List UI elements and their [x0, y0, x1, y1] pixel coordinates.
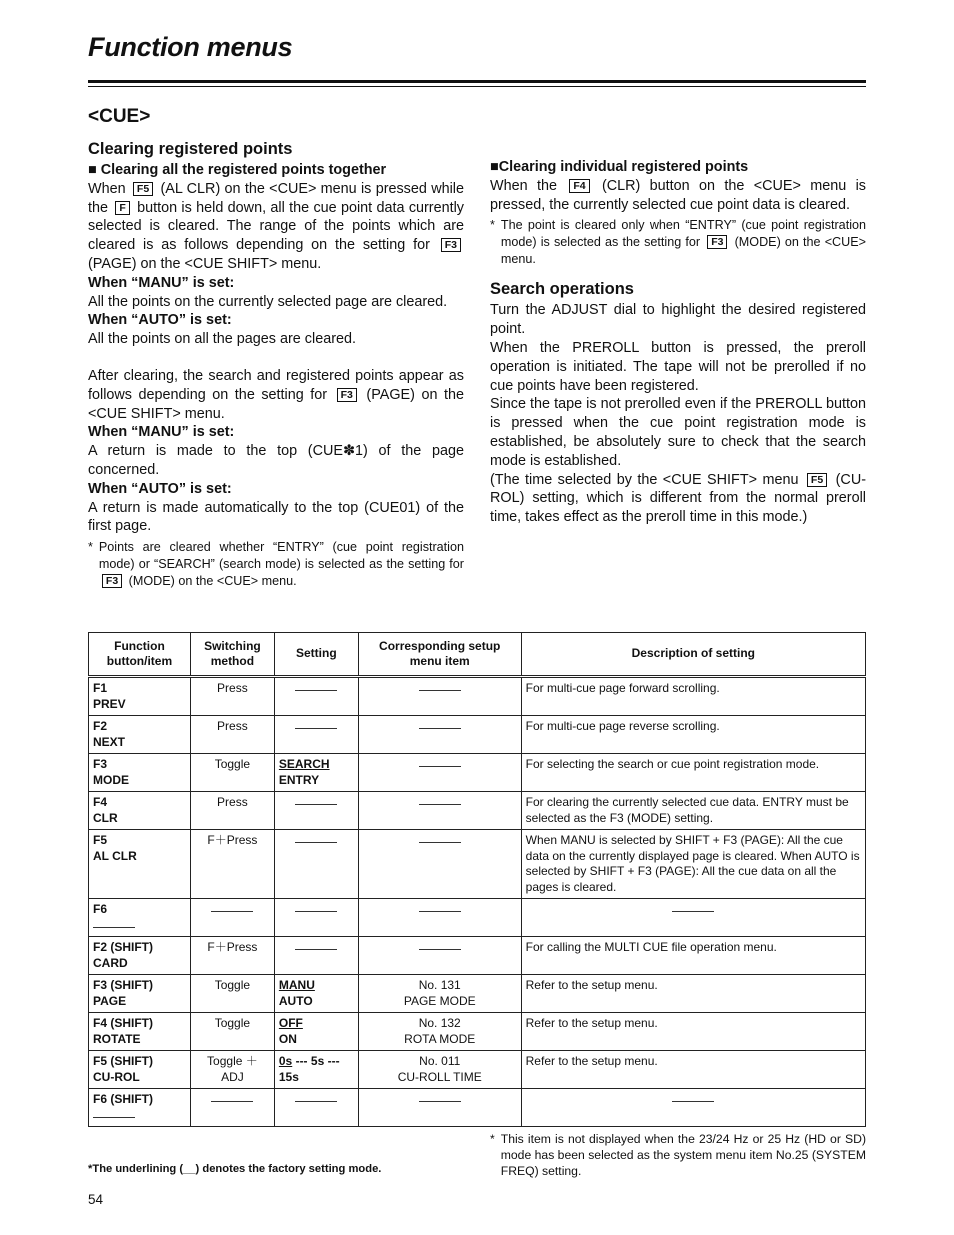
note-left — [88, 539, 464, 590]
text: (MODE) on the <CUE> menu. — [500, 235, 866, 267]
text-auto-1: All the points on all the pages are cleared. — [88, 331, 356, 348]
key-f5: F5 — [133, 182, 153, 196]
dash-mark — [672, 911, 714, 912]
table-row — [89, 754, 866, 792]
table-row — [89, 716, 866, 754]
function-key: F4 (SHIFT) — [93, 1016, 153, 1030]
table-row — [89, 677, 866, 716]
setting-option: ENTRY — [278, 772, 320, 787]
left-column — [88, 138, 464, 590]
dash-mark — [419, 804, 461, 805]
function-key: F3 — [93, 757, 108, 771]
cell-switching — [190, 1089, 274, 1127]
cell-setting — [274, 1013, 358, 1051]
search-text-1: Turn the ADJUST dial to highlight the desired registered point. — [490, 302, 866, 338]
function-item: CARD — [93, 955, 128, 970]
setting-option: --- 5s --- 15s — [278, 1054, 340, 1084]
function-item: NEXT — [93, 734, 126, 749]
cell-description — [521, 1089, 865, 1127]
text: (The time selected by the <CUE SHIFT> menu — [490, 471, 799, 488]
cell-function — [89, 792, 191, 830]
cell-function — [89, 899, 191, 937]
cell-setup — [358, 1013, 521, 1051]
table-row — [89, 899, 866, 937]
cell-description — [521, 899, 865, 937]
function-item: CU-ROL — [93, 1069, 140, 1084]
note-body — [501, 217, 866, 268]
cell-setting — [274, 830, 358, 899]
cell-description: For clearing the currently selected cue data. ENTRY must be selected as the F3 (MODE) setting. — [521, 792, 865, 830]
footnote — [490, 1131, 866, 1179]
cell-switching: Toggle — [190, 975, 274, 1013]
cell-setup — [358, 1089, 521, 1127]
underline-note: *The underlining (__) denotes the factory setting mode. — [88, 1163, 382, 1175]
cell-function — [89, 937, 191, 975]
sub-clear-all: ■ Clearing all the registered points together — [88, 162, 387, 178]
dash-mark — [419, 1101, 461, 1102]
text: (AL CLR) on the <CUE> menu is pressed while the — [88, 180, 464, 216]
header-setting: Setting — [274, 633, 358, 677]
cell-setup — [358, 975, 521, 1013]
cell-function — [89, 975, 191, 1013]
cell-function — [89, 1013, 191, 1051]
label-auto-2: When “AUTO” is set: — [88, 480, 232, 497]
cell-function — [89, 754, 191, 792]
function-table — [88, 632, 866, 1127]
text-auto-2: A return is made automatically to the top (CUE01) of the first page. — [88, 499, 464, 535]
function-key: F2 — [93, 719, 108, 733]
table-row — [89, 830, 866, 899]
label-manu-2: When “MANU” is set: — [88, 424, 235, 441]
function-key: F6 (SHIFT) — [93, 1092, 153, 1106]
search-text-3: Since the tape is not prerolled even if the PREROLL button is pressed when the cue point registration mode is established, be absolutely sure to check that the search mode is established. — [490, 396, 866, 469]
dash-mark — [295, 911, 337, 912]
setting-default: MANU — [278, 978, 315, 992]
function-key: F5 (SHIFT) — [93, 1054, 153, 1068]
search-text-4 — [490, 471, 866, 527]
header-rule — [88, 80, 866, 83]
dash-mark — [295, 1101, 337, 1102]
cell-function — [89, 1089, 191, 1127]
cell-setting — [274, 899, 358, 937]
text: After clearing, the search and registered points appear as follows depending on the setting for — [88, 367, 464, 403]
section-title: <CUE> — [88, 106, 151, 127]
cell-switching: Press — [190, 677, 274, 716]
label-manu-1: When “MANU” is set: — [88, 274, 235, 291]
dash-mark — [419, 766, 461, 767]
cell-setting — [274, 677, 358, 716]
cell-setup — [358, 677, 521, 716]
dash-mark — [419, 842, 461, 843]
setting-option: AUTO — [278, 993, 313, 1008]
cell-setting — [274, 754, 358, 792]
table-row — [89, 975, 866, 1013]
cell-function — [89, 716, 191, 754]
function-item: CLR — [93, 810, 118, 825]
note-star: * — [88, 540, 93, 555]
header-switching: Switching method — [190, 633, 274, 677]
table-body — [89, 677, 866, 1127]
table-header-row — [89, 633, 866, 677]
cell-function — [89, 830, 191, 899]
paragraph-after-clearing — [88, 367, 464, 423]
dash-mark — [93, 927, 135, 928]
cell-setting — [274, 1089, 358, 1127]
key-f3: F3 — [102, 574, 122, 588]
dash-mark — [295, 690, 337, 691]
key-f3: F3 — [337, 388, 357, 402]
cell-description: Refer to the setup menu. — [521, 1013, 865, 1051]
cell-function — [89, 677, 191, 716]
cell-switching: Press — [190, 716, 274, 754]
setup-name: CU-ROLL TIME — [397, 1069, 482, 1084]
key-f4: F4 — [569, 179, 589, 193]
cell-setting — [274, 792, 358, 830]
setting-default: OFF — [278, 1016, 303, 1030]
header-function: Function button/item — [89, 633, 191, 677]
cell-description: Refer to the setup menu. — [521, 975, 865, 1013]
key-f3: F3 — [707, 235, 727, 249]
text: The point is cleared only when “ENTRY” (cue point registration mode) is selected as the setting for — [500, 218, 866, 250]
cell-switching: Toggle — [190, 1013, 274, 1051]
setting-default: SEARCH — [278, 757, 330, 771]
paragraph-clear-individual — [490, 177, 866, 215]
dash-mark — [211, 911, 253, 912]
setup-name: ROTA MODE — [404, 1031, 476, 1046]
cell-switching: Toggle — [190, 754, 274, 792]
cell-description: For multi-cue page forward scrolling. — [521, 677, 865, 716]
cell-description: For calling the MULTI CUE file operation menu. — [521, 937, 865, 975]
text: (CLR) button on the <CUE> menu is pressed, the currently selected cue point data is cleared. — [490, 177, 867, 213]
text: When the — [490, 177, 557, 194]
cell-switching: F＋Press — [190, 830, 274, 899]
cell-description: For selecting the search or cue point registration mode. — [521, 754, 865, 792]
note-star: * — [490, 1132, 495, 1146]
text: (CU-ROL) setting, which is different from the normal preroll time, takes effect as the preroll time in this mode.) — [490, 471, 867, 526]
function-item: MODE — [93, 772, 129, 787]
dash-mark — [419, 949, 461, 950]
dash-mark — [419, 911, 461, 912]
table-row — [89, 1089, 866, 1127]
key-f: F — [115, 201, 129, 215]
setting-option: ON — [278, 1031, 297, 1046]
note-body: This item is not displayed when the 23/24 Hz or 25 Hz (HD or SD) mode has been selected as the system menu item No.25 (SYSTEM FREQ) setting. — [500, 1132, 866, 1178]
header-rule-thin — [88, 86, 866, 87]
text: (PAGE) on the <CUE SHIFT> menu. — [88, 386, 464, 422]
table-row — [89, 937, 866, 975]
header-setup: Corresponding setup menu item — [358, 633, 521, 677]
dash-mark — [93, 1117, 135, 1118]
label-auto-1: When “AUTO” is set: — [88, 312, 232, 329]
cell-switching: Toggle ＋ ADJ — [190, 1051, 274, 1089]
page-title: Function menus — [88, 32, 293, 62]
function-key: F3 (SHIFT) — [93, 978, 153, 992]
cell-function — [89, 1051, 191, 1089]
cell-setup — [358, 830, 521, 899]
note-star: * — [490, 218, 495, 233]
setup-name: PAGE MODE — [403, 993, 476, 1008]
key-f5: F5 — [807, 473, 827, 487]
setting-default: 0s — [278, 1054, 293, 1068]
function-key: F2 (SHIFT) — [93, 940, 153, 954]
header-description: Description of setting — [521, 633, 865, 677]
search-text-2: When the PREROLL button is pressed, the preroll operation is initiated. The tape will not be prerolled if no cue points have been registered. — [490, 339, 866, 394]
cell-switching — [190, 899, 274, 937]
function-key: F5 — [93, 833, 108, 847]
text-manu-1: All the points on the currently selected page are cleared. — [88, 293, 448, 310]
heading-search: Search operations — [490, 280, 634, 299]
dash-mark — [295, 804, 337, 805]
function-key: F6 — [93, 902, 108, 916]
cell-setup — [358, 792, 521, 830]
text: (PAGE) on the <CUE SHIFT> menu. — [88, 255, 322, 272]
sub-clear-individual: ■Clearing individual registered points — [490, 159, 749, 175]
dash-mark — [672, 1101, 714, 1102]
text: (MODE) on the <CUE> menu. — [128, 574, 297, 589]
cell-setting — [274, 716, 358, 754]
note-body — [99, 539, 464, 590]
cell-setup — [358, 1051, 521, 1089]
table-row — [89, 1013, 866, 1051]
cell-description: When MANU is selected by SHIFT + F3 (PAGE): All the cue data on the currently displayed page is cleared. When AUTO is selected by SHIFT + F3 (PAGE): All the cue data on all the pages is cleared. — [521, 830, 865, 899]
cell-setup — [358, 899, 521, 937]
text: When — [88, 180, 126, 197]
function-item: PREV — [93, 696, 126, 711]
cell-setup — [358, 754, 521, 792]
cell-switching: F＋Press — [190, 937, 274, 975]
dash-mark — [419, 728, 461, 729]
text-manu-2: A return is made to the top (CUE✽1) of the page concerned. — [88, 443, 464, 478]
cell-setting — [274, 937, 358, 975]
cell-setup — [358, 716, 521, 754]
cell-setup — [358, 937, 521, 975]
dash-mark — [295, 949, 337, 950]
function-item: AL CLR — [93, 848, 137, 863]
cell-switching: Press — [190, 792, 274, 830]
cell-setting — [274, 1051, 358, 1089]
key-f3: F3 — [441, 238, 461, 252]
paragraph-clear-all — [88, 180, 464, 274]
heading-clearing: Clearing registered points — [88, 140, 293, 158]
right-column — [490, 138, 866, 527]
function-key: F1 — [93, 681, 108, 695]
dash-mark — [211, 1101, 253, 1102]
cell-description: For multi-cue page reverse scrolling. — [521, 716, 865, 754]
function-item: PAGE — [93, 993, 127, 1008]
note-right — [490, 217, 866, 268]
text: Points are cleared whether “ENTRY” (cue point registration mode) or “SEARCH” (search mode) is selected as the setting for — [98, 540, 464, 572]
setup-number: No. 132 — [418, 1016, 461, 1030]
page-number: 54 — [88, 1192, 104, 1207]
table-row — [89, 1051, 866, 1089]
setup-number: No. 011 — [419, 1054, 461, 1068]
dash-mark — [419, 690, 461, 691]
text: button is held down, all the cue point data currently selected is cleared. The range of the points which are cleared is as follows depending on the setting for — [88, 199, 465, 254]
dash-mark — [295, 842, 337, 843]
cell-setting — [274, 975, 358, 1013]
table-row — [89, 792, 866, 830]
function-item: ROTATE — [93, 1031, 141, 1046]
cell-description: Refer to the setup menu. — [521, 1051, 865, 1089]
dash-mark — [295, 728, 337, 729]
function-key: F4 — [93, 795, 108, 809]
setup-number: No. 131 — [418, 978, 461, 992]
